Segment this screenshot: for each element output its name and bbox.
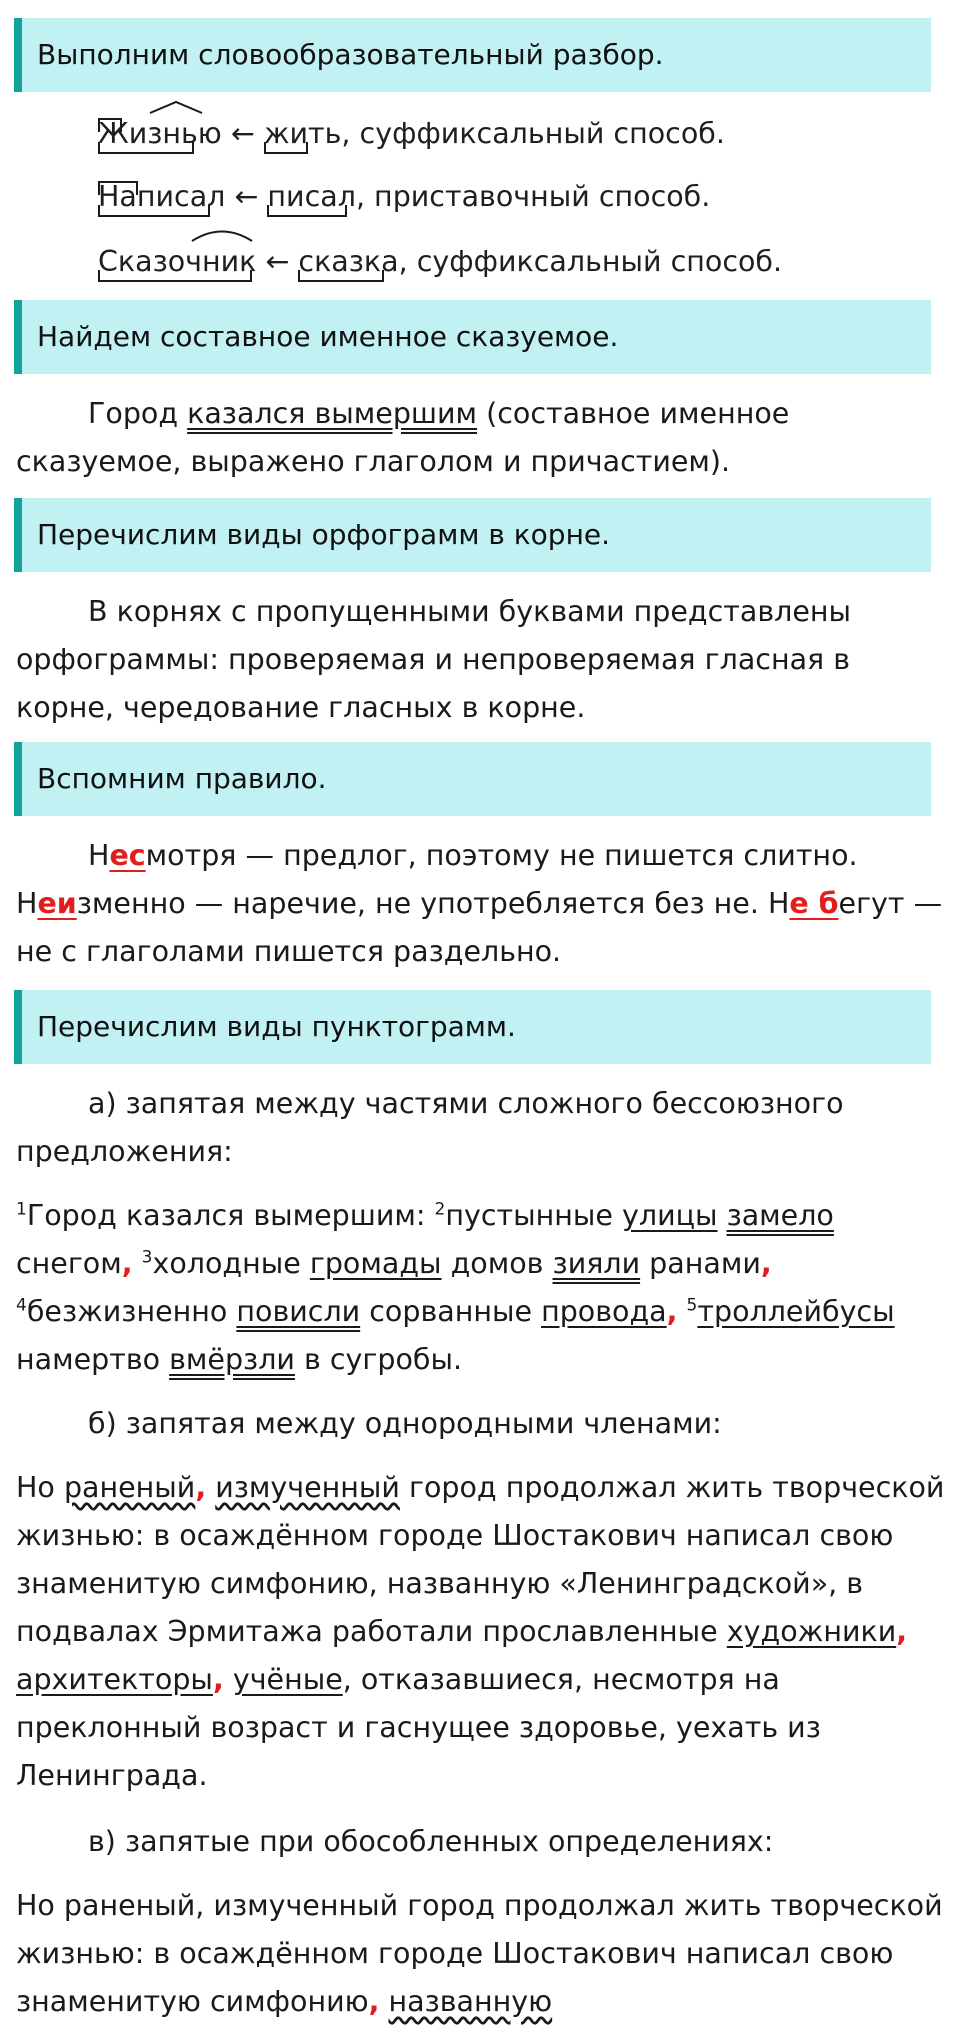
prefix-mark: [98, 181, 138, 195]
red-highlight: ес: [109, 839, 146, 872]
stem-bracket: [98, 142, 194, 154]
red-comma: ,: [896, 1615, 908, 1648]
red-comma: ,: [121, 1247, 133, 1280]
stem-bracket: [98, 270, 252, 282]
rule-paragraph: Несмотря — предлог, поэтому не пишется слитно. Неизменно — наречие, не употребляется без не. Не бегут — не с глаголами пишется раздельно.: [16, 839, 943, 968]
predicate-underlined: казался вымершим: [187, 397, 478, 430]
stem-bracket: [264, 142, 308, 154]
section-header-roots: Перечислим виды орфограмм в корне.: [14, 498, 931, 572]
base-word: сказка: [298, 242, 398, 282]
derived-word: Написал: [98, 177, 225, 217]
stem-bracket: [267, 205, 347, 217]
red-comma: ,: [368, 1985, 380, 2018]
stem-bracket: [98, 205, 210, 217]
derived-word: Жизнью: [98, 114, 222, 154]
punct-a-label: а) запятая между частями сложного бессоюзного предложения:: [16, 1087, 844, 1168]
derivation-row: Написал ← писал , приставочный способ.: [98, 177, 710, 217]
derived-word: Сказочник: [98, 242, 256, 282]
suffix-arc: [190, 228, 254, 242]
prefix-mark: [98, 118, 122, 132]
sentence-a: $^1$Город казался вымершим: $^2$пустынные улицы замело снегом, $^3$холодные громады домов зияли ранами, $^4$безжизненно повисли сорванные провода, $^5$троллейбусы намертво вмёрзли в сугробы.: [16, 1199, 895, 1376]
punct-c-label: в) запятые при обособленных определениях:: [88, 1825, 774, 1858]
sentence-c: Но раненый, измученный город продолжал жить творческой жизнью: в осаждённом городе Шостакович написал свою знаменитую симфонию, названную: [16, 1889, 943, 2018]
red-comma: ,: [666, 1295, 678, 1328]
section-header-word-formation: Выполним словообразовательный разбор.: [14, 18, 931, 92]
stem-bracket: [298, 270, 384, 282]
derivation-row: Жизнью ← жить , суффиксальный способ.: [98, 114, 725, 154]
section-header-rule: Вспомним правило.: [14, 742, 931, 816]
punct-b-label: б) запятая между однородными членами:: [88, 1407, 722, 1440]
sentence-b: Но раненый, измученный город продолжал жить творческой жизнью: в осаждённом городе Шостакович написал свою знаменитую симфонию, названную «Ленинградской», в подвалах Эрмитажа работали прославленные художники, архитекторы, учёные, отказавшиеся, несмотря на преклонный возраст и гаснущее здоровье, уехать из Ленинграда.: [16, 1471, 945, 1792]
section-header-predicate: Найдем составное именное сказуемое.: [14, 300, 931, 374]
red-highlight: е б: [789, 887, 839, 920]
derivation-row: Сказочник ← сказка , суффиксальный способ.: [98, 242, 782, 282]
predicate-paragraph: Город казался вымершим (составное именное сказуемое, выражено глаголом и причастием).: [16, 397, 790, 478]
red-comma: ,: [212, 1663, 224, 1696]
suffix-arc: [148, 100, 204, 114]
base-word: писал: [267, 177, 356, 217]
section-header-punctuation: Перечислим виды пунктограмм.: [14, 990, 931, 1064]
roots-paragraph: В корнях с пропущенными буквами представлены орфограммы: проверяемая и непроверяемая гласная в корне, чередование гласных в корне.: [16, 595, 852, 724]
red-comma: ,: [760, 1247, 772, 1280]
red-comma: ,: [195, 1471, 207, 1504]
red-highlight: еи: [37, 887, 77, 920]
base-word: жить: [264, 114, 342, 154]
